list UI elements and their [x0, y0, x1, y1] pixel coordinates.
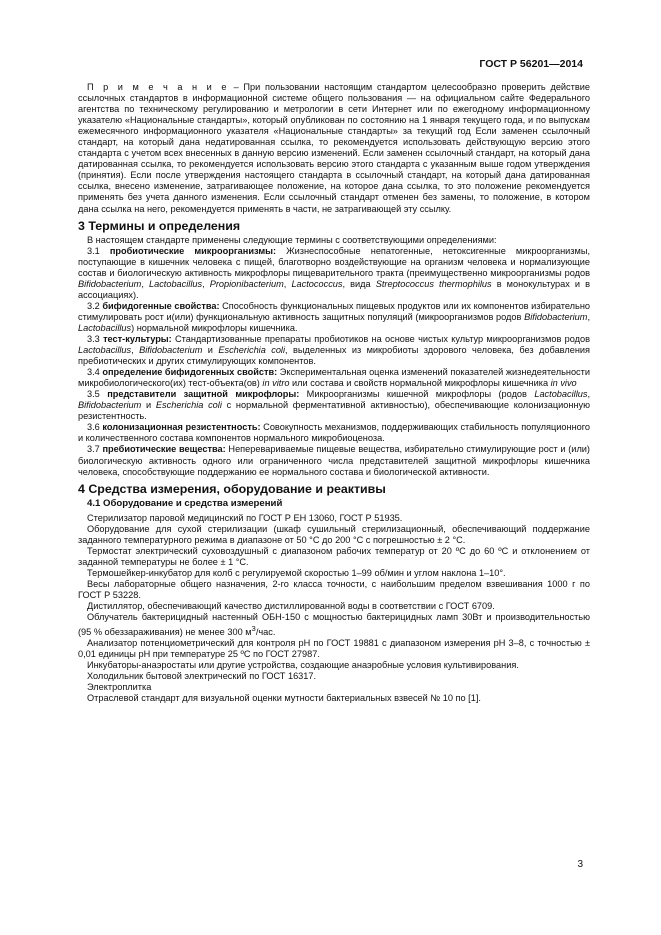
term-text: Микроорганизмы кишечной микрофлоры (родов	[299, 389, 535, 400]
document-id-header: ГОСТ Р 56201—2014	[479, 58, 583, 70]
note-label: П р и м е ч а н и е	[87, 82, 229, 92]
term-text: в монокультурах и в ассоциациях).	[78, 278, 591, 300]
latin-name: Lactococcus	[291, 278, 343, 289]
superscript: 3	[251, 624, 256, 634]
term-name: пребиотические вещества:	[102, 444, 226, 455]
equipment-item: Дистиллятор, обеспечивающий качество дистиллированной воды в соответствии с ГОСТ 6709.	[87, 600, 495, 611]
term-text: и	[141, 400, 156, 411]
term-number: 3.4	[87, 367, 103, 378]
latin-name: Bifidobacterium	[78, 278, 142, 289]
item-text: Облучатель бактерицидный настенный ОБН-150 с мощностью бактерицидных ламп 30Вт и производительностью (95 % обеззараживания) не менее 300 м	[78, 612, 590, 638]
term-text: Стандартизованные препараты пробиотиков на основе чистых культур микроорганизмов родов	[171, 333, 590, 344]
term-name: бифидогенные свойства:	[102, 300, 220, 311]
term-name: определение бифидогенных свойств:	[102, 367, 278, 378]
term-text: или состава и свойств нормальной микрофлоры кишечника	[289, 378, 551, 389]
term-text: , вида	[342, 278, 376, 289]
term-text: ,	[131, 345, 140, 356]
latin-name: Lactobacillus	[148, 278, 203, 289]
page-content	[78, 82, 590, 704]
equipment-item	[78, 612, 590, 638]
term-name: пробиотические микроорганизмы:	[109, 245, 277, 256]
term-text: , выделенных из микробиоты здорового человека, без добавления пребиотических и других стимулирующих компонентов.	[78, 345, 591, 367]
term-3-4	[78, 367, 590, 389]
page-number: 3	[577, 859, 583, 870]
equipment-item: Оборудование для сухой стерилизации (шкаф сушильный стерилизационный, обеспечивающий поддержание заданного температурного режима в диапазоне от 50 °С до 200 °С с погрешностью ± 2 °С.	[78, 523, 590, 545]
item-text: /час.	[255, 627, 276, 638]
latin-name: Streptococcus thermophilus	[375, 278, 492, 289]
equipment-item: Инкубаторы-анаэростаты или другие устройства, создающие анаэробные условия культивирования.	[87, 660, 519, 671]
term-text: с нормальной ферментативной активностью), обеспечивающие колонизационную резистентность.	[78, 400, 591, 422]
term-3-7	[78, 444, 590, 477]
latin-phrase: in vitro	[262, 378, 290, 389]
term-text: Жизнеспособные непатогенные, нетоксигенные микроорганизмы, поступающие в кишечник человека с пищей, благотворно воздействующие на организм человека и нормализующие состав и биологическую активность микрофлоры пищеварительного тракта (преимущественно микроорганизмы родов	[78, 245, 590, 278]
latin-name: Escherichia coli	[218, 345, 286, 356]
equipment-item: Анализатор потенциометрический для контроля рН по ГОСТ 19881 с диапазоном измерения рН 3–8, с точностью ± 0,01 единицы рН при температуре 25 ºС по ГОСТ 27987.	[78, 638, 590, 660]
term-number: 3.5	[87, 389, 108, 400]
term-name: тест-культуры:	[103, 333, 172, 344]
section-3-intro: В настоящем стандарте применены следующие термины с соответствующими определениями:	[87, 234, 497, 245]
term-number: 3.3	[87, 333, 104, 344]
latin-name: Lactobacillus	[534, 389, 588, 400]
term-text: ,	[141, 278, 149, 289]
latin-name: Propionibacterium	[209, 278, 284, 289]
term-number: 3.7	[87, 444, 103, 455]
latin-name: Lactobacillus	[78, 322, 132, 333]
section-4-heading: 4 Средства измерения, оборудование и реактивы	[78, 481, 386, 496]
term-text: ,	[587, 389, 591, 400]
equipment-item: Стерилизатор паровой медицинский по ГОСТ Р ЕН 13060, ГОСТ Р 51935.	[87, 512, 403, 523]
term-name: колонизационная резистентность:	[102, 422, 261, 433]
latin-name: Bifidobacterium	[139, 345, 203, 356]
note-paragraph	[78, 82, 590, 215]
latin-name: Bifidobacterium	[78, 400, 142, 411]
term-3-3	[78, 334, 590, 367]
equipment-item: Весы лабораторные общего назначения, 2-го класса точности, с наибольшим пределом взвешивания 1000 г по ГОСТ Р 53228.	[78, 578, 590, 600]
equipment-item: Термошейкер-инкубатор для колб с регулируемой скоростью 1–99 об/мин и углом наклона 1–10°.	[87, 567, 506, 578]
term-text: и	[202, 345, 219, 356]
term-number: 3.1	[87, 245, 110, 256]
term-3-6	[78, 422, 590, 444]
term-text: Способность функциональных пищевых продуктов или их компонентов избирательно стимулировать рост и(или) функциональную активность защитных популяций (микроорганизмов родов	[78, 300, 591, 322]
term-name: представители защитной микрофлоры:	[107, 389, 300, 400]
note-text: – При пользовании настоящим стандартом целесообразно проверить действие ссылочных стандартов в информационной системе общего пользования — на официальном сайте Федерального агентства по техническому регулированию и метрологии в сети Интернет или по ежегодному информационному указателю «Национальные стандарты», который опубликован по состоянию на 1 января текущего года, и по выпускам ежемесячного информационного указателя «Национальные стандарты» за текущий год Если заменен ссылочный стандарт, на который дана недатированная ссылка, то рекомендуется использовать действующую версию этого стандарта с учетом всех внесенных в данную версию изменений. Если заменен ссылочный стандарт, на который дана датированная ссылка, то рекомендуется использовать версию этого стандарта с указанным выше годом утверждения (принятия). Если после утверждения настоящего стандарта в ссылочный стандарт, на который дана датированная ссылка, внесено изменение, затрагивающее положение, на которое дана ссылка, то это положение рекомендуется применять без учета данного изменения. Если ссылочный стандарт отменен без замены, то положение, в котором дана ссылка на него, рекомендуется применять в части, не затрагивающей эту ссылку.	[78, 82, 590, 214]
term-text: ,	[587, 311, 590, 322]
latin-name: Lactobacillus	[78, 345, 132, 356]
latin-name: Escherichia coli	[155, 400, 222, 411]
term-number: 3.2	[87, 300, 103, 311]
term-3-5	[78, 389, 590, 422]
subsection-4-1-heading: 4.1 Оборудование и средства измерений	[87, 497, 283, 509]
equipment-item: Термостат электрический суховоздушный с диапазоном рабочих температур от 20 ºС до 60 ºС и отклонением от заданной температуры не более ± 1 °С.	[78, 545, 590, 567]
latin-phrase: in vivo	[550, 378, 577, 389]
term-text: Экспериментальная оценка изменений показателей жизнедеятельности микробиологического(их) тест-объекта(ов)	[78, 367, 590, 389]
section-3-heading: 3 Термины и определения	[78, 218, 241, 233]
term-3-1	[78, 246, 590, 301]
latin-name: Bifidobacterium	[524, 311, 588, 322]
term-3-2	[78, 301, 590, 334]
term-text: Неперевариваемые пищевые вещества, избирательно стимулирующие рост и (или) биологическую активность одного или ограниченного числа представителей защитной микрофлоры кишечника человека, способствующие поддержанию ее нормального состава и биологической активности.	[78, 444, 590, 477]
term-text: ,	[202, 278, 210, 289]
equipment-item: Отраслевой стандарт для визуальной оценки мутности бактериальных взвесей № 10 по [1].	[87, 693, 481, 704]
term-number: 3.6	[87, 422, 103, 433]
equipment-item: Электроплитка	[87, 682, 152, 693]
equipment-item: Холодильник бытовой электрический по ГОСТ 16317.	[87, 671, 317, 682]
term-text: ) нормальной микрофлоры кишечника.	[131, 322, 298, 333]
term-text: Совокупность механизмов, поддерживающих стабильность популяционного и количественного состава компонентов нормального микробиоценоза.	[78, 422, 591, 444]
term-text: ,	[283, 278, 292, 289]
